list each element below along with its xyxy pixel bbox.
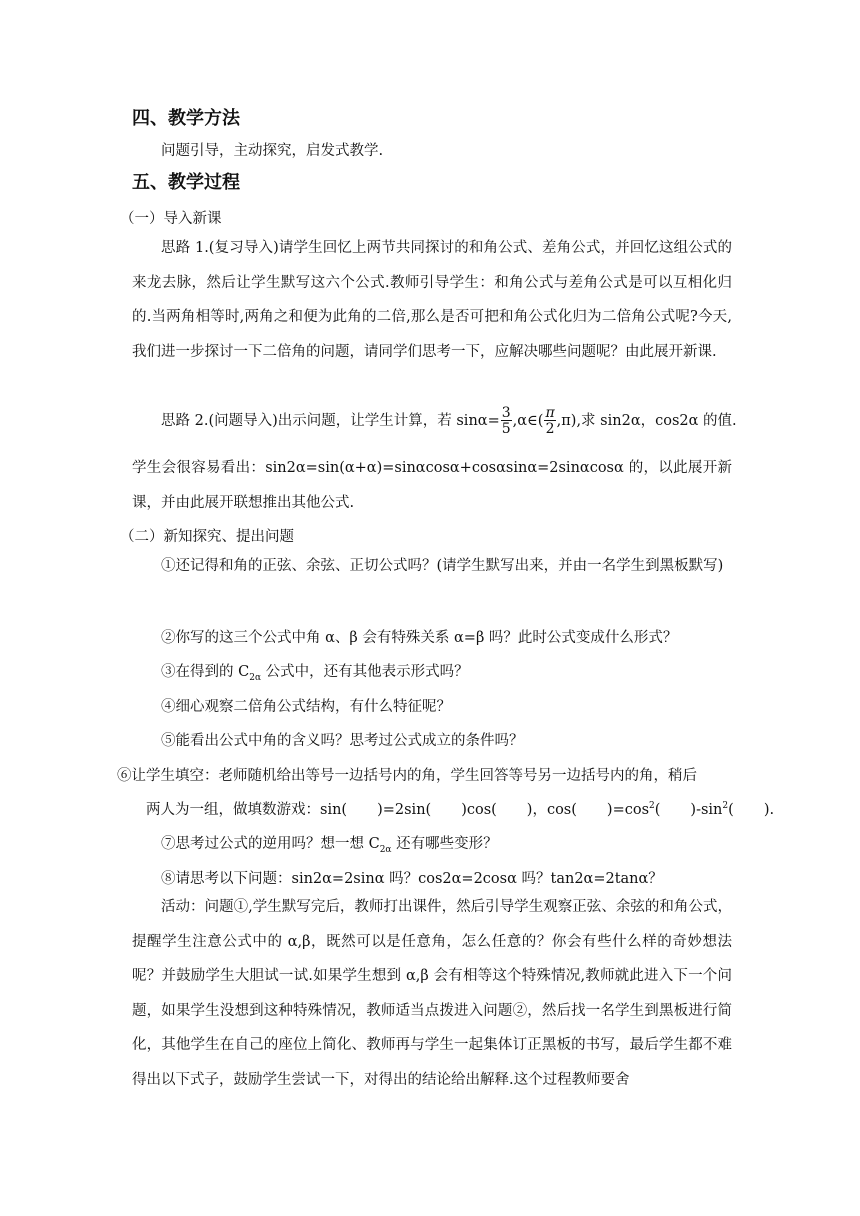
fill-text: )=cos xyxy=(606,802,650,818)
fill-text: )-sin xyxy=(690,802,723,818)
question-6-line-1: ⑥让学生填空：老师随机给出等号一边括号内的角，学生回答等号另一边括号内的角，稍后 xyxy=(117,768,697,784)
section-heading-methods: 四、教学方法 xyxy=(132,108,240,129)
methods-body: 问题引导，主动探究，启发式教学. xyxy=(161,143,384,159)
idea2-first-line xyxy=(161,406,737,436)
idea1-paragraph: 思路 1.(复习导入)请学生回忆上两节共同探讨的和角公式、差角公式，并回忆这组公式的来龙去脉，然后让学生默写这六个公式.教师引导学生：和角公式与差角公式是可以互相化归的.当两角相等时,两角之和便为此角的二倍,那么是否可把和角公式化归为二倍角公式呢?今天,我们进一步探讨一下二倍角的问题，请同学们思考一下，应解决哪些问题呢？由此展开新课. xyxy=(132,240,732,360)
fraction-three-fifths xyxy=(501,406,512,436)
part1-title: （一）导入新课 xyxy=(120,211,222,227)
question-1: ①还记得和角的正弦、余弦、正切公式吗？(请学生默写出来，并由一名学生到黑板默写) xyxy=(161,558,724,574)
question-2: ②你写的这三个公式中角 α、β 会有特殊关系 α=β 吗？此时公式变成什么形式？ xyxy=(161,630,678,646)
fraction-denominator: 2 xyxy=(545,421,555,437)
question-7 xyxy=(161,832,498,855)
question-4: ④细心观察二倍角公式结构，有什么特征呢？ xyxy=(161,699,451,715)
fill-text: ( xyxy=(654,802,661,818)
fraction-pi-half xyxy=(544,406,555,436)
idea2-text-b: ,α∈( xyxy=(512,413,544,429)
fill-text: 两人为一组，做填数游戏：sin( xyxy=(146,802,348,818)
question-5: ⑤能看出公式中角的含义吗？思考过公式成立的条件吗？ xyxy=(161,733,524,749)
fraction-numerator: π xyxy=(545,405,555,421)
question-7-text-b: 还有哪些变形？ xyxy=(391,836,498,852)
fraction-numerator: 3 xyxy=(501,405,511,421)
fill-text: ). xyxy=(763,802,775,818)
superscript-2: 2 xyxy=(722,801,729,812)
fraction-denominator: 5 xyxy=(501,421,511,437)
fill-text: )cos( xyxy=(461,802,497,818)
fill-text: )=2sin( xyxy=(377,802,432,818)
question-3-subscript: 2α xyxy=(249,672,262,683)
section-heading-process: 五、教学过程 xyxy=(132,172,240,193)
question-8: ⑧请思考以下问题：sin2α=2sinα 吗？cos2α=2cosα 吗？tan2α=2tanα？ xyxy=(161,871,663,887)
idea2-rest: 学生会很容易看出：sin2α=sin(α+α)=sinαcosα+cosαsinα=2sinαcosα 的，以此展开新课，并由此展开联想推出其他公式. xyxy=(132,460,732,511)
idea2-text-a: 思路 2.(问题导入)出示问题，让学生计算，若 sinα= xyxy=(161,413,500,429)
question-3 xyxy=(161,660,469,683)
part2-title: （二）新知探究、提出问题 xyxy=(120,529,294,545)
question-7-subscript: 2α xyxy=(379,844,392,855)
question-7-text-a: ⑦思考过公式的逆用吗？想一想 C xyxy=(161,836,380,852)
fill-text: )，cos( xyxy=(526,802,577,818)
superscript-2: 2 xyxy=(649,801,655,812)
question-6-line-2 xyxy=(146,798,774,819)
activity-paragraph: 活动：问题①,学生默写完后，教师打出课件，然后引导学生观察正弦、余弦的和角公式，提醒学生注意公式中的 α,β，既然可以是任意角，怎么任意的？你会有些什么样的奇妙想法呢？并鼓励学生大胆试一试.如果学生想到 α,β 会有相等这个特殊情况,教师就此进入下一个问题，如果学生没想到这种特殊情况，教师适当点拨进入问题②，然后找一名学生到黑板进行简化，其他学生在自己的座位上简化、教师再与学生一起集体订正黑板的书写，最后学生都不难得出以下式子，鼓励学生尝试一下，对得出的结论给出解释.这个过程教师要舍 xyxy=(132,899,732,1088)
fill-text: ( xyxy=(728,802,734,818)
question-3-text-b: 公式中，还有其他表示形式吗？ xyxy=(261,664,469,680)
question-3-text-a: ③在得到的 C xyxy=(161,664,250,680)
idea2-text-c: ,π),求 sin2α，cos2α 的值. xyxy=(556,413,737,429)
